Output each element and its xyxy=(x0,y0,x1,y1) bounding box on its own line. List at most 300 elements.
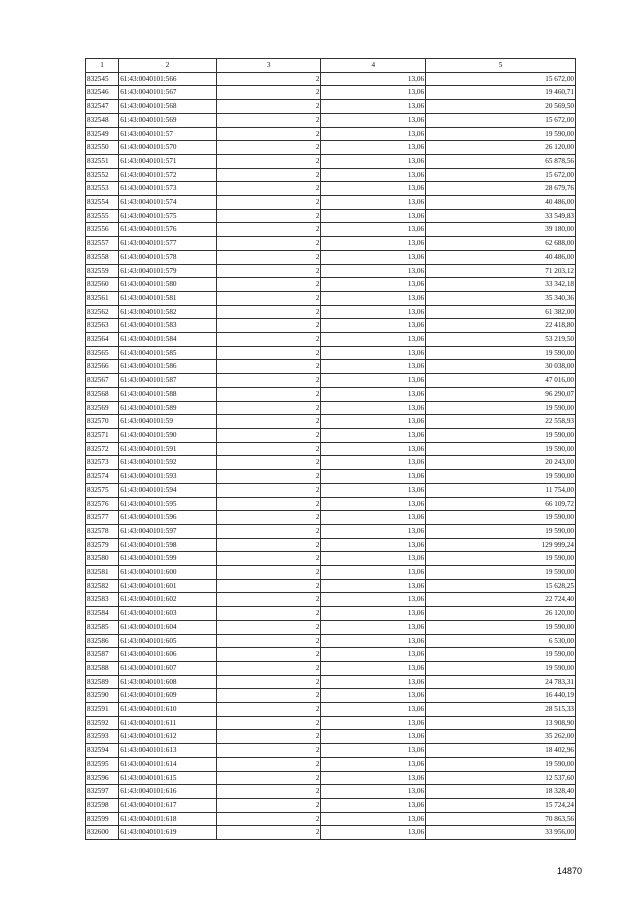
row-id-cell: 832573 xyxy=(86,456,119,470)
cadastral-number-cell: 61:43:0040101:568 xyxy=(119,100,217,114)
row-id-cell: 832548 xyxy=(86,113,119,127)
rate-cell: 13,06 xyxy=(321,593,426,607)
cadastral-number-cell: 61:43:0040101:613 xyxy=(119,744,217,758)
amount-cell: 28 679,76 xyxy=(426,182,576,196)
amount-cell: 39 180,00 xyxy=(426,223,576,237)
category-cell: 2 xyxy=(216,223,321,237)
category-cell: 2 xyxy=(216,442,321,456)
category-cell: 2 xyxy=(216,538,321,552)
rate-cell: 13,06 xyxy=(321,456,426,470)
category-cell: 2 xyxy=(216,264,321,278)
amount-cell: 40 486,00 xyxy=(426,196,576,210)
table-row xyxy=(86,483,576,497)
amount-cell: 19 460,71 xyxy=(426,86,576,100)
cadastral-number-cell: 61:43:0040101:610 xyxy=(119,703,217,717)
row-id-cell: 832581 xyxy=(86,566,119,580)
rate-cell: 13,06 xyxy=(321,689,426,703)
rate-cell: 13,06 xyxy=(321,552,426,566)
row-id-cell: 832584 xyxy=(86,607,119,621)
table-row xyxy=(86,223,576,237)
cadastral-number-cell: 61:43:0040101:573 xyxy=(119,182,217,196)
cadastral-number-cell: 61:43:0040101:598 xyxy=(119,538,217,552)
row-id-cell: 832546 xyxy=(86,86,119,100)
rate-cell: 13,06 xyxy=(321,264,426,278)
table-row xyxy=(86,661,576,675)
data-table xyxy=(85,58,576,840)
table-row xyxy=(86,86,576,100)
column-header-4: 4 xyxy=(321,59,426,73)
table-row xyxy=(86,168,576,182)
category-cell: 2 xyxy=(216,771,321,785)
category-cell: 2 xyxy=(216,196,321,210)
amount-cell: 66 109,72 xyxy=(426,497,576,511)
row-id-cell: 832580 xyxy=(86,552,119,566)
amount-cell: 19 590,00 xyxy=(426,470,576,484)
amount-cell: 33 549,83 xyxy=(426,209,576,223)
rate-cell: 13,06 xyxy=(321,470,426,484)
table-row xyxy=(86,264,576,278)
amount-cell: 47 016,00 xyxy=(426,374,576,388)
amount-cell: 65 878,56 xyxy=(426,154,576,168)
cadastral-number-cell: 61:43:0040101:600 xyxy=(119,566,217,580)
amount-cell: 6 530,00 xyxy=(426,634,576,648)
category-cell: 2 xyxy=(216,415,321,429)
cadastral-number-cell: 61:43:0040101:605 xyxy=(119,634,217,648)
rate-cell: 13,06 xyxy=(321,730,426,744)
cadastral-number-cell: 61:43:0040101:609 xyxy=(119,689,217,703)
cadastral-number-cell: 61:43:0040101:578 xyxy=(119,250,217,264)
row-id-cell: 832571 xyxy=(86,428,119,442)
row-id-cell: 832599 xyxy=(86,812,119,826)
amount-cell: 62 688,00 xyxy=(426,237,576,251)
cadastral-number-cell: 61:43:0040101:596 xyxy=(119,511,217,525)
rate-cell: 13,06 xyxy=(321,86,426,100)
cadastral-number-cell: 61:43:0040101:588 xyxy=(119,387,217,401)
amount-cell: 11 754,00 xyxy=(426,483,576,497)
row-id-cell: 832576 xyxy=(86,497,119,511)
table-row xyxy=(86,826,576,840)
category-cell: 2 xyxy=(216,291,321,305)
row-id-cell: 832572 xyxy=(86,442,119,456)
row-id-cell: 832574 xyxy=(86,470,119,484)
column-header-5: 5 xyxy=(426,59,576,73)
cadastral-number-cell: 61:43:0040101:577 xyxy=(119,237,217,251)
table-row xyxy=(86,579,576,593)
rate-cell: 13,06 xyxy=(321,497,426,511)
category-cell: 2 xyxy=(216,497,321,511)
rate-cell: 13,06 xyxy=(321,579,426,593)
amount-cell: 15 628,25 xyxy=(426,579,576,593)
table-row xyxy=(86,291,576,305)
row-id-cell: 832561 xyxy=(86,291,119,305)
rate-cell: 13,06 xyxy=(321,483,426,497)
category-cell: 2 xyxy=(216,127,321,141)
rate-cell: 13,06 xyxy=(321,812,426,826)
column-header-2: 2 xyxy=(119,59,217,73)
category-cell: 2 xyxy=(216,305,321,319)
table-row xyxy=(86,716,576,730)
amount-cell: 19 590,00 xyxy=(426,401,576,415)
rate-cell: 13,06 xyxy=(321,374,426,388)
row-id-cell: 832562 xyxy=(86,305,119,319)
amount-cell: 18 328,40 xyxy=(426,785,576,799)
category-cell: 2 xyxy=(216,428,321,442)
category-cell: 2 xyxy=(216,620,321,634)
cadastral-number-cell: 61:43:0040101:587 xyxy=(119,374,217,388)
category-cell: 2 xyxy=(216,716,321,730)
rate-cell: 13,06 xyxy=(321,72,426,86)
category-cell: 2 xyxy=(216,401,321,415)
rate-cell: 13,06 xyxy=(321,346,426,360)
amount-cell: 19 590,00 xyxy=(426,566,576,580)
row-id-cell: 832557 xyxy=(86,237,119,251)
row-id-cell: 832579 xyxy=(86,538,119,552)
category-cell: 2 xyxy=(216,333,321,347)
cadastral-number-cell: 61:43:0040101:571 xyxy=(119,154,217,168)
amount-cell: 19 590,00 xyxy=(426,552,576,566)
cadastral-number-cell: 61:43:0040101:567 xyxy=(119,86,217,100)
amount-cell: 12 537,60 xyxy=(426,771,576,785)
rate-cell: 13,06 xyxy=(321,620,426,634)
category-cell: 2 xyxy=(216,456,321,470)
column-header-1: 1 xyxy=(86,59,119,73)
table-row xyxy=(86,250,576,264)
row-id-cell: 832595 xyxy=(86,757,119,771)
cadastral-number-cell: 61:43:0040101:572 xyxy=(119,168,217,182)
amount-cell: 61 382,00 xyxy=(426,305,576,319)
rate-cell: 13,06 xyxy=(321,196,426,210)
cadastral-number-cell: 61:43:0040101:599 xyxy=(119,552,217,566)
amount-cell: 19 590,00 xyxy=(426,648,576,662)
row-id-cell: 832568 xyxy=(86,387,119,401)
rate-cell: 13,06 xyxy=(321,141,426,155)
row-id-cell: 832552 xyxy=(86,168,119,182)
rate-cell: 13,06 xyxy=(321,826,426,840)
category-cell: 2 xyxy=(216,730,321,744)
rate-cell: 13,06 xyxy=(321,154,426,168)
row-id-cell: 832597 xyxy=(86,785,119,799)
rate-cell: 13,06 xyxy=(321,538,426,552)
category-cell: 2 xyxy=(216,826,321,840)
row-id-cell: 832550 xyxy=(86,141,119,155)
cadastral-number-cell: 61:43:0040101:607 xyxy=(119,661,217,675)
cadastral-number-cell: 61:43:0040101:602 xyxy=(119,593,217,607)
category-cell: 2 xyxy=(216,757,321,771)
category-cell: 2 xyxy=(216,374,321,388)
category-cell: 2 xyxy=(216,182,321,196)
rate-cell: 13,06 xyxy=(321,566,426,580)
category-cell: 2 xyxy=(216,661,321,675)
rate-cell: 13,06 xyxy=(321,113,426,127)
rate-cell: 13,06 xyxy=(321,675,426,689)
table-row xyxy=(86,798,576,812)
cadastral-number-cell: 61:43:0040101:59 xyxy=(119,415,217,429)
amount-cell: 22 558,93 xyxy=(426,415,576,429)
category-cell: 2 xyxy=(216,209,321,223)
rate-cell: 13,06 xyxy=(321,182,426,196)
category-cell: 2 xyxy=(216,100,321,114)
amount-cell: 71 203,12 xyxy=(426,264,576,278)
category-cell: 2 xyxy=(216,744,321,758)
category-cell: 2 xyxy=(216,86,321,100)
amount-cell: 28 515,33 xyxy=(426,703,576,717)
row-id-cell: 832586 xyxy=(86,634,119,648)
row-id-cell: 832545 xyxy=(86,72,119,86)
table-row xyxy=(86,552,576,566)
cadastral-number-cell: 61:43:0040101:592 xyxy=(119,456,217,470)
table-row xyxy=(86,771,576,785)
rate-cell: 13,06 xyxy=(321,524,426,538)
amount-cell: 35 262,00 xyxy=(426,730,576,744)
table-body xyxy=(86,72,576,839)
rate-cell: 13,06 xyxy=(321,127,426,141)
amount-cell: 19 590,00 xyxy=(426,757,576,771)
amount-cell: 13 908,90 xyxy=(426,716,576,730)
row-id-cell: 832551 xyxy=(86,154,119,168)
amount-cell: 33 956,00 xyxy=(426,826,576,840)
category-cell: 2 xyxy=(216,250,321,264)
row-id-cell: 832578 xyxy=(86,524,119,538)
cadastral-number-cell: 61:43:0040101:601 xyxy=(119,579,217,593)
rate-cell: 13,06 xyxy=(321,703,426,717)
table-row xyxy=(86,593,576,607)
table-row xyxy=(86,182,576,196)
amount-cell: 16 440,19 xyxy=(426,689,576,703)
amount-cell: 33 342,18 xyxy=(426,278,576,292)
cadastral-number-cell: 61:43:0040101:566 xyxy=(119,72,217,86)
table-row xyxy=(86,607,576,621)
cadastral-number-cell: 61:43:0040101:616 xyxy=(119,785,217,799)
cadastral-number-cell: 61:43:0040101:608 xyxy=(119,675,217,689)
cadastral-number-cell: 61:43:0040101:569 xyxy=(119,113,217,127)
cadastral-number-cell: 61:43:0040101:615 xyxy=(119,771,217,785)
table-row xyxy=(86,566,576,580)
row-id-cell: 832593 xyxy=(86,730,119,744)
category-cell: 2 xyxy=(216,607,321,621)
row-id-cell: 832592 xyxy=(86,716,119,730)
row-id-cell: 832570 xyxy=(86,415,119,429)
table-row xyxy=(86,456,576,470)
table-row xyxy=(86,785,576,799)
rate-cell: 13,06 xyxy=(321,648,426,662)
rate-cell: 13,06 xyxy=(321,209,426,223)
rate-cell: 13,06 xyxy=(321,360,426,374)
table-row xyxy=(86,196,576,210)
table-row xyxy=(86,511,576,525)
amount-cell: 53 219,50 xyxy=(426,333,576,347)
column-header-3: 3 xyxy=(216,59,321,73)
rate-cell: 13,06 xyxy=(321,278,426,292)
rate-cell: 13,06 xyxy=(321,634,426,648)
rate-cell: 13,06 xyxy=(321,305,426,319)
rate-cell: 13,06 xyxy=(321,291,426,305)
rate-cell: 13,06 xyxy=(321,757,426,771)
cadastral-number-cell: 61:43:0040101:585 xyxy=(119,346,217,360)
category-cell: 2 xyxy=(216,141,321,155)
table-row xyxy=(86,209,576,223)
row-id-cell: 832591 xyxy=(86,703,119,717)
category-cell: 2 xyxy=(216,689,321,703)
rate-cell: 13,06 xyxy=(321,333,426,347)
row-id-cell: 832587 xyxy=(86,648,119,662)
table-row xyxy=(86,141,576,155)
amount-cell: 129 999,24 xyxy=(426,538,576,552)
table-row xyxy=(86,100,576,114)
amount-cell: 24 783,31 xyxy=(426,675,576,689)
amount-cell: 19 590,00 xyxy=(426,428,576,442)
amount-cell: 30 038,00 xyxy=(426,360,576,374)
table-row xyxy=(86,812,576,826)
rate-cell: 13,06 xyxy=(321,442,426,456)
category-cell: 2 xyxy=(216,593,321,607)
rate-cell: 13,06 xyxy=(321,237,426,251)
row-id-cell: 832565 xyxy=(86,346,119,360)
amount-cell: 26 120,00 xyxy=(426,141,576,155)
row-id-cell: 832554 xyxy=(86,196,119,210)
row-id-cell: 832563 xyxy=(86,319,119,333)
rate-cell: 13,06 xyxy=(321,223,426,237)
row-id-cell: 832564 xyxy=(86,333,119,347)
cadastral-number-cell: 61:43:0040101:579 xyxy=(119,264,217,278)
cadastral-number-cell: 61:43:0040101:617 xyxy=(119,798,217,812)
row-id-cell: 832583 xyxy=(86,593,119,607)
row-id-cell: 832553 xyxy=(86,182,119,196)
category-cell: 2 xyxy=(216,470,321,484)
category-cell: 2 xyxy=(216,675,321,689)
cadastral-number-cell: 61:43:0040101:619 xyxy=(119,826,217,840)
table-row xyxy=(86,154,576,168)
cadastral-number-cell: 61:43:0040101:593 xyxy=(119,470,217,484)
row-id-cell: 832547 xyxy=(86,100,119,114)
amount-cell: 19 590,00 xyxy=(426,127,576,141)
table-row xyxy=(86,730,576,744)
table-row xyxy=(86,374,576,388)
category-cell: 2 xyxy=(216,648,321,662)
table-row xyxy=(86,470,576,484)
amount-cell: 19 590,00 xyxy=(426,442,576,456)
cadastral-number-cell: 61:43:0040101:574 xyxy=(119,196,217,210)
table-row xyxy=(86,689,576,703)
category-cell: 2 xyxy=(216,552,321,566)
category-cell: 2 xyxy=(216,798,321,812)
row-id-cell: 832575 xyxy=(86,483,119,497)
amount-cell: 35 340,36 xyxy=(426,291,576,305)
cadastral-number-cell: 61:43:0040101:584 xyxy=(119,333,217,347)
cadastral-number-cell: 61:43:0040101:618 xyxy=(119,812,217,826)
rate-cell: 13,06 xyxy=(321,744,426,758)
row-id-cell: 832558 xyxy=(86,250,119,264)
amount-cell: 18 402,96 xyxy=(426,744,576,758)
cadastral-number-cell: 61:43:0040101:591 xyxy=(119,442,217,456)
amount-cell: 40 486,00 xyxy=(426,250,576,264)
cadastral-number-cell: 61:43:0040101:597 xyxy=(119,524,217,538)
cadastral-number-cell: 61:43:0040101:570 xyxy=(119,141,217,155)
table-row xyxy=(86,72,576,86)
cadastral-number-cell: 61:43:0040101:590 xyxy=(119,428,217,442)
table-row xyxy=(86,497,576,511)
row-id-cell: 832577 xyxy=(86,511,119,525)
amount-cell: 20 243,00 xyxy=(426,456,576,470)
amount-cell: 70 863,56 xyxy=(426,812,576,826)
rate-cell: 13,06 xyxy=(321,319,426,333)
row-id-cell: 832585 xyxy=(86,620,119,634)
table-row xyxy=(86,620,576,634)
cadastral-number-cell: 61:43:0040101:611 xyxy=(119,716,217,730)
table-header xyxy=(86,59,576,73)
rate-cell: 13,06 xyxy=(321,661,426,675)
rate-cell: 13,06 xyxy=(321,401,426,415)
category-cell: 2 xyxy=(216,566,321,580)
amount-cell: 19 590,00 xyxy=(426,346,576,360)
cadastral-number-cell: 61:43:0040101:583 xyxy=(119,319,217,333)
amount-cell: 22 724,40 xyxy=(426,593,576,607)
row-id-cell: 832596 xyxy=(86,771,119,785)
category-cell: 2 xyxy=(216,72,321,86)
row-id-cell: 832589 xyxy=(86,675,119,689)
cadastral-number-cell: 61:43:0040101:581 xyxy=(119,291,217,305)
rate-cell: 13,06 xyxy=(321,607,426,621)
table-row xyxy=(86,278,576,292)
amount-cell: 15 672,00 xyxy=(426,113,576,127)
rate-cell: 13,06 xyxy=(321,771,426,785)
cadastral-number-cell: 61:43:0040101:57 xyxy=(119,127,217,141)
category-cell: 2 xyxy=(216,168,321,182)
category-cell: 2 xyxy=(216,634,321,648)
table-row xyxy=(86,703,576,717)
table-row xyxy=(86,634,576,648)
rate-cell: 13,06 xyxy=(321,250,426,264)
category-cell: 2 xyxy=(216,579,321,593)
table-row xyxy=(86,387,576,401)
amount-cell: 20 569,50 xyxy=(426,100,576,114)
rate-cell: 13,06 xyxy=(321,511,426,525)
category-cell: 2 xyxy=(216,524,321,538)
row-id-cell: 832555 xyxy=(86,209,119,223)
table-row xyxy=(86,113,576,127)
amount-cell: 19 590,00 xyxy=(426,661,576,675)
rate-cell: 13,06 xyxy=(321,387,426,401)
row-id-cell: 832598 xyxy=(86,798,119,812)
cadastral-number-cell: 61:43:0040101:594 xyxy=(119,483,217,497)
table-row xyxy=(86,319,576,333)
category-cell: 2 xyxy=(216,237,321,251)
table-row xyxy=(86,648,576,662)
amount-cell: 19 590,00 xyxy=(426,620,576,634)
row-id-cell: 832549 xyxy=(86,127,119,141)
cadastral-number-cell: 61:43:0040101:604 xyxy=(119,620,217,634)
row-id-cell: 832594 xyxy=(86,744,119,758)
rate-cell: 13,06 xyxy=(321,415,426,429)
row-id-cell: 832588 xyxy=(86,661,119,675)
category-cell: 2 xyxy=(216,278,321,292)
category-cell: 2 xyxy=(216,154,321,168)
amount-cell: 19 590,00 xyxy=(426,524,576,538)
table-row xyxy=(86,305,576,319)
cadastral-number-cell: 61:43:0040101:575 xyxy=(119,209,217,223)
rate-cell: 13,06 xyxy=(321,785,426,799)
row-id-cell: 832590 xyxy=(86,689,119,703)
table-row xyxy=(86,415,576,429)
row-id-cell: 832556 xyxy=(86,223,119,237)
cadastral-number-cell: 61:43:0040101:606 xyxy=(119,648,217,662)
category-cell: 2 xyxy=(216,319,321,333)
rate-cell: 13,06 xyxy=(321,168,426,182)
category-cell: 2 xyxy=(216,785,321,799)
category-cell: 2 xyxy=(216,483,321,497)
rate-cell: 13,06 xyxy=(321,428,426,442)
table-row xyxy=(86,428,576,442)
table-row xyxy=(86,127,576,141)
